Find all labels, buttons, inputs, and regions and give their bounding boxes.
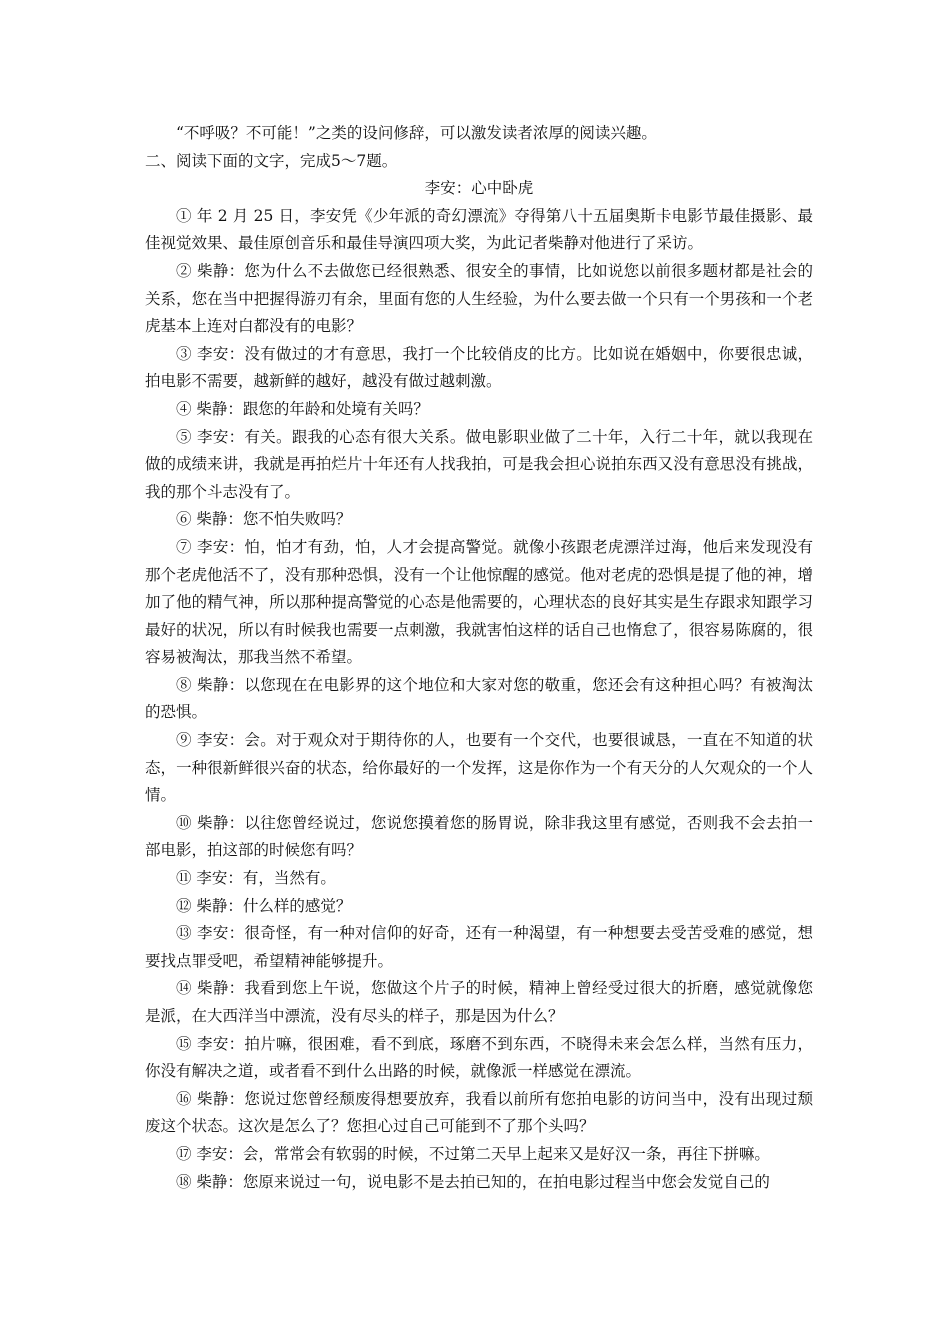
section-heading: 二、阅读下面的文字，完成5～7题。 — [145, 151, 398, 170]
article-title: 李安：心中卧虎 — [424, 179, 534, 198]
paragraph-9: ⑨ 李安：会。对于观众对于期待你的人，也要有一个交代，也要很诚恳，一直在不知道的状态，一种很新鲜很兴奋的状态，给你最好的一个发挥，这是你作为一个有天分的人欠观众的一个人情。 — [145, 731, 813, 805]
paragraph-18: ⑱ 柴静：您原来说过一句，说电影不是去拍已知的，在拍电影过程当中您会发觉自己的 — [176, 1172, 770, 1191]
paragraph-10: ⑩ 柴静：以往您曾经说过，您说您摸着您的肠胃说，除非我这里有感觉，否则我不会去拍一部电影，拍这部的时候您有吗？ — [145, 813, 813, 860]
paragraph-16: ⑯ 柴静：您说过您曾经颓废得想要放弃，我看以前所有您拍电影的访问当中，没有出现过颓废这个状态。这次是怎么了？您担心过自己可能到不了那个头吗？ — [145, 1089, 813, 1136]
paragraph-8: ⑧ 柴静：以您现在在电影界的这个地位和大家对您的敬重，您还会有这种担心吗？有被淘汰的恐惧。 — [145, 675, 813, 722]
paragraph-4: ④ 柴静：跟您的年龄和处境有关吗？ — [176, 399, 429, 418]
intro-line: “不呼吸？不可能！”之类的设问修辞，可以激发读者浓厚的阅读兴趣。 — [176, 124, 657, 142]
paragraph-1: ① 年 2 月 25 日，李安凭《少年派的奇幻漂流》夺得第八十五届奥斯卡电影节最佳摄影、最佳视觉效果、最佳原创音乐和最佳导演四项大奖，为此记者柴静对他进行了采访。 — [145, 206, 813, 253]
paragraph-5: ⑤ 李安：有关。跟我的心态有很大关系。做电影职业做了二十年，入行二十年，就以我现在做的成绩来讲，我就是再拍烂片十年还有人找我拍，可是我会担心说拍东西又没有意思没有挑战，我的那个斗志没有了。 — [145, 427, 813, 501]
paragraph-13: ⑬ 李安：很奇怪，有一种对信仰的好奇，还有一种渴望，有一种想要去受苦受难的感觉，想要找点罪受吧，希望精神能够提升。 — [145, 924, 813, 970]
paragraph-6: ⑥ 柴静：您不怕失败吗？ — [176, 510, 352, 529]
paragraph-12: ⑫ 柴静：什么样的感觉？ — [176, 896, 352, 915]
paragraph-2: ② 柴静：您为什么不去做您已经很熟悉、很安全的事情，比如说您以前很多题材都是社会的关系，您在当中把握得游刃有余，里面有您的人生经验，为什么要去做一个只有一个男孩和一个老虎基本上连对白都没有的电影？ — [145, 261, 813, 336]
paragraph-3: ③ 李安：没有做过的才有意思，我打一个比较俏皮的比方。比如说在婚姻中，你要很忠诚，拍电影不需要，越新鲜的越好，越没有做过越刺激。 — [145, 344, 813, 391]
paragraph-7: ⑦ 李安：怕，怕才有劲，怕，人才会提高警觉。就像小孩跟老虎漂洋过海，他后来发现没有那个老虎他活不了，没有那种恐惧，没有一个让他惊醒的感觉。他对老虎的恐惧是提了他的神，增加了他的精气神，所以那种提高警觉的心态是他需要的，心理状态的良好其实是生存跟求知跟学习最好的状况，所以有时候我也需要一点刺激，我就害怕这样的话自己也惰怠了，很容易陈腐的，很容易被淘汰，那我当然不希望。 — [145, 537, 813, 667]
paragraph-15: ⑮ 李安：拍片嘛，很困难，看不到底，琢磨不到东西，不晓得未来会怎么样，当然有压力，你没有解决之道，或者看不到什么出路的时候，就像派一样感觉在漂流。 — [145, 1034, 813, 1081]
document-body — [145, 120, 813, 1196]
paragraph-17: ⑰ 李安：会，常常会有软弱的时候，不过第二天早上起来又是好汉一条，再往下拼嘛。 — [176, 1144, 770, 1163]
paragraph-14: ⑭ 柴静：我看到您上午说，您做这个片子的时候，精神上曾经受过很大的折磨，感觉就像您是派，在大西洋当中漂流，没有尽头的样子，那是因为什么？ — [145, 979, 813, 1025]
paragraph-11: ⑪ 李安：有，当然有。 — [176, 869, 336, 888]
